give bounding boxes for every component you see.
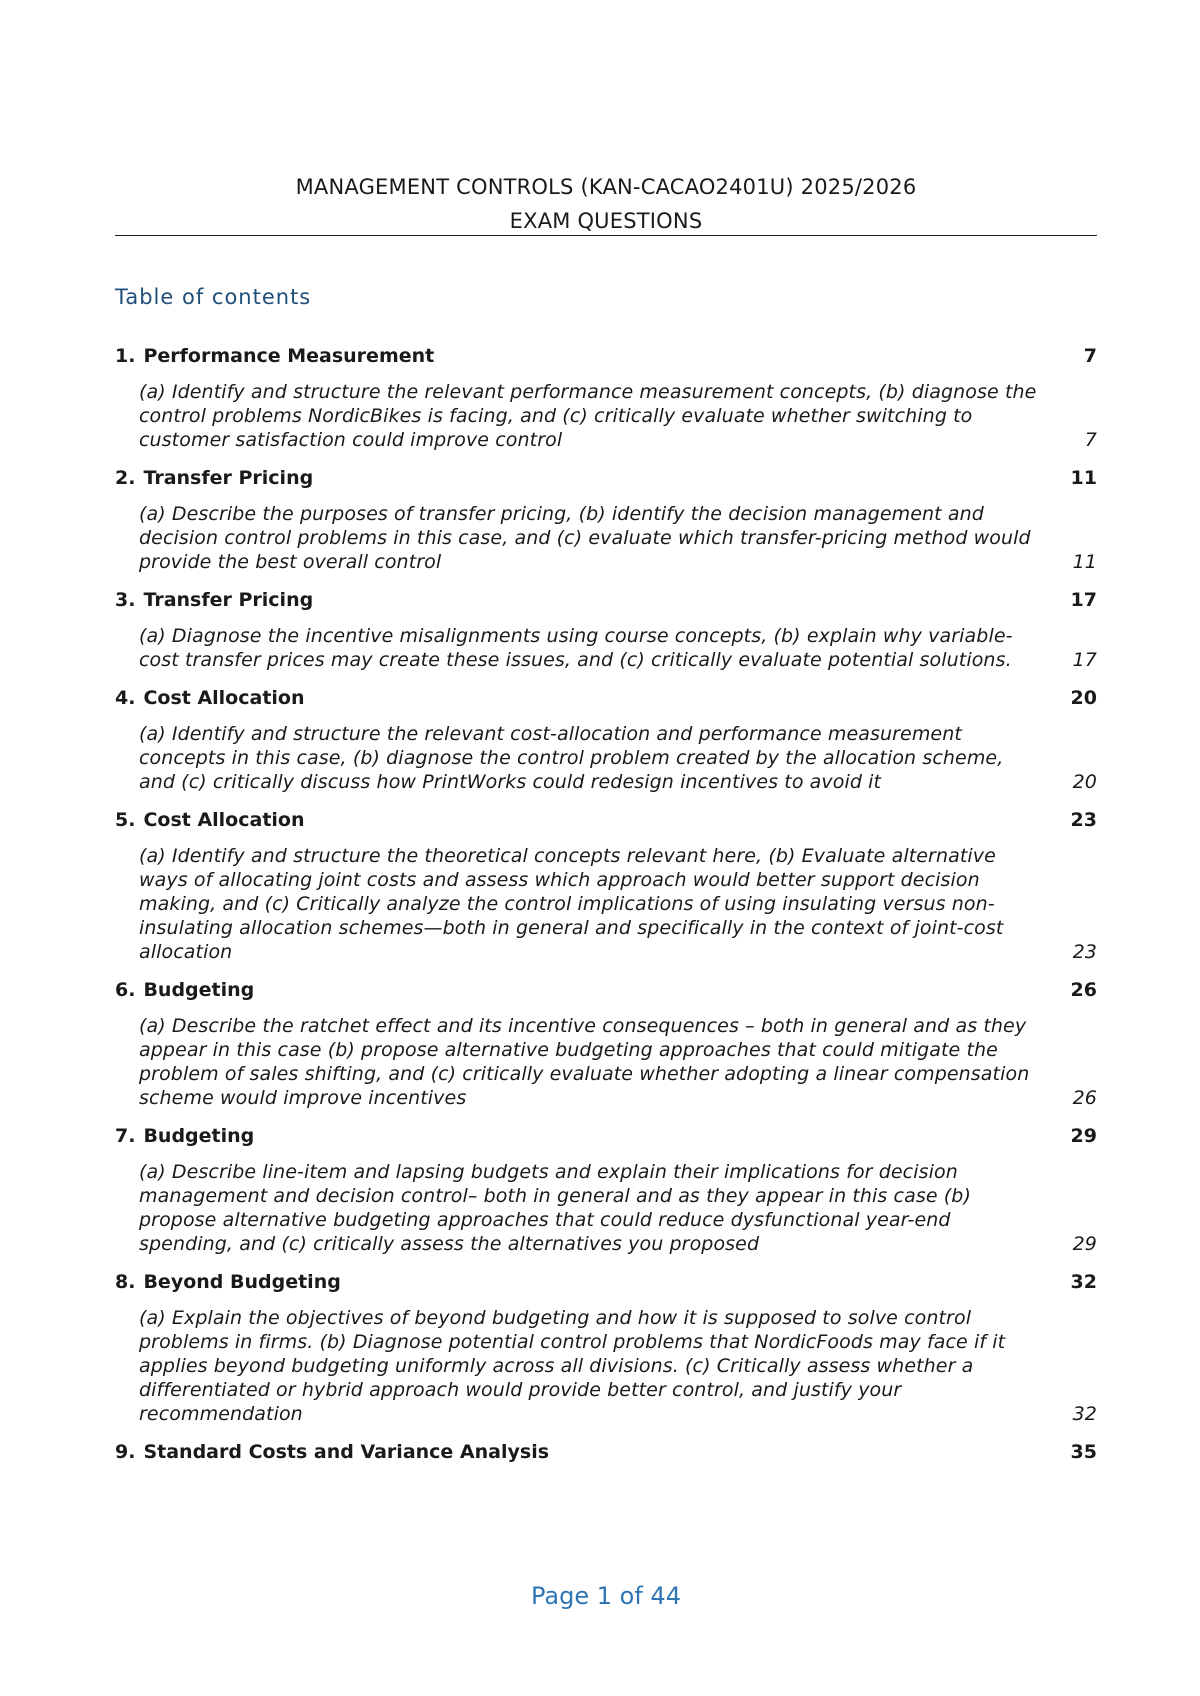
toc-subentry-tail: scheme would improve incentives xyxy=(139,1087,467,1109)
toc-subentry-last-line xyxy=(139,770,1097,794)
toc-subentry-line: differentiated or hybrid approach would provide better control, and justify your xyxy=(139,1379,902,1401)
toc-entry[interactable] xyxy=(115,589,1097,672)
document-header xyxy=(115,170,1097,238)
toc-subentry-line: insulating allocation schemes—both in general and specifically in the context of joint-cost xyxy=(139,917,1004,939)
toc-entry[interactable] xyxy=(115,1271,1097,1426)
toc-subentry[interactable] xyxy=(139,502,1097,574)
toc-subentry-tail: and (c) critically discuss how PrintWorks could redesign incentives to avoid it xyxy=(139,771,882,793)
toc-entry-heading[interactable] xyxy=(115,979,1097,1001)
toc-entry-heading[interactable] xyxy=(115,1441,1097,1463)
toc-entry-number: 7. xyxy=(115,1125,136,1147)
toc-entry-page: 23 xyxy=(1070,809,1097,831)
toc-entry-number: 2. xyxy=(115,467,136,489)
toc-subentry-line: concepts in this case, (b) diagnose the control problem created by the allocation scheme, xyxy=(139,747,1004,769)
toc-entry-page: 26 xyxy=(1070,979,1097,1001)
toc-entry-heading[interactable] xyxy=(115,345,1097,367)
toc-subentry-tail: recommendation xyxy=(139,1403,303,1425)
toc-entry[interactable] xyxy=(115,809,1097,964)
toc-subentry-tail: provide the best overall control xyxy=(139,551,442,573)
toc-entry-page: 17 xyxy=(1070,589,1097,611)
page-number: Page 1 of 44 xyxy=(531,1582,681,1610)
toc-subentry-line: (a) Diagnose the incentive misalignments using course concepts, (b) explain why variable- xyxy=(139,625,1013,647)
course-title: MANAGEMENT CONTROLS (KAN-CACAO2401U) 2025/2026 xyxy=(295,175,917,199)
toc-subentry-line: problems in firms. (b) Diagnose potential control problems that NordicFoods may face if it xyxy=(139,1331,1006,1353)
toc-subentry-line: propose alternative budgeting approaches that could reduce dysfunctional year-end xyxy=(139,1209,951,1231)
toc-subentry-line: control problems NordicBikes is facing, and (c) critically evaluate whether switching to xyxy=(139,405,973,427)
toc-subentry-page: 26 xyxy=(1072,1087,1097,1109)
toc-entry-heading[interactable] xyxy=(115,1271,1097,1293)
toc-entry-title: Beyond Budgeting xyxy=(143,1271,341,1293)
toc-entry-page: 32 xyxy=(1070,1271,1097,1293)
toc-entry-page: 20 xyxy=(1070,687,1097,709)
toc-subentry-tail: spending, and (c) critically assess the alternatives you proposed xyxy=(139,1233,760,1255)
toc-entry[interactable] xyxy=(115,1125,1097,1256)
toc-entry-page: 29 xyxy=(1070,1125,1097,1147)
toc-entry-heading[interactable] xyxy=(115,589,1097,611)
header-divider xyxy=(115,235,1097,236)
toc-entry-title: Budgeting xyxy=(143,1125,255,1147)
toc-subentry-line: problem of sales shifting, and (c) critically evaluate whether adopting a linear compensation xyxy=(139,1063,1030,1085)
toc-subentry[interactable] xyxy=(139,1014,1097,1110)
toc-entry-title: Performance Measurement xyxy=(143,345,435,367)
toc-subentry[interactable] xyxy=(139,624,1097,672)
toc-subentry[interactable] xyxy=(139,380,1097,452)
toc-entry-number: 6. xyxy=(115,979,136,1001)
toc-subentry-line: (a) Describe the purposes of transfer pricing, (b) identify the decision management and xyxy=(139,503,984,525)
toc-entry-title: Cost Allocation xyxy=(143,687,305,709)
toc-subentry-line: appear in this case (b) propose alternative budgeting approaches that could mitigate the xyxy=(139,1039,998,1061)
toc-subentry-line: management and decision control– both in general and as they appear in this case (b) xyxy=(139,1185,971,1207)
toc-entry-heading[interactable] xyxy=(115,809,1097,831)
toc-entry-heading[interactable] xyxy=(115,467,1097,489)
toc-subentry-line: (a) Describe line-item and lapsing budgets and explain their implications for decision xyxy=(139,1161,958,1183)
toc-entry[interactable] xyxy=(115,687,1097,794)
document-page xyxy=(115,0,1097,1696)
toc-subentry[interactable] xyxy=(139,1160,1097,1256)
toc-subentry-line: (a) Describe the ratchet effect and its incentive consequences – both in general and as they xyxy=(139,1015,1027,1037)
toc-subentry[interactable] xyxy=(139,844,1097,964)
toc-subentry-page: 20 xyxy=(1072,771,1097,793)
toc-subentry-last-line xyxy=(139,940,1097,964)
toc-subentry-tail: allocation xyxy=(139,941,233,963)
document-subtitle: EXAM QUESTIONS xyxy=(509,209,703,233)
toc-entry-page: 11 xyxy=(1070,467,1097,489)
toc-entry-number: 1. xyxy=(115,345,136,367)
toc-entry[interactable] xyxy=(115,979,1097,1110)
toc-entry[interactable] xyxy=(115,345,1097,452)
toc-entry-title: Budgeting xyxy=(143,979,255,1001)
toc-entry-number: 3. xyxy=(115,589,136,611)
toc-subentry-page: 29 xyxy=(1072,1233,1097,1255)
toc-entry-title: Cost Allocation xyxy=(143,809,305,831)
toc-entry-number: 9. xyxy=(115,1441,136,1463)
toc-entry-title: Transfer Pricing xyxy=(143,589,314,611)
toc-subentry-last-line xyxy=(139,1086,1097,1110)
toc-entry-title: Standard Costs and Variance Analysis xyxy=(143,1441,550,1463)
toc-subentry-line: applies beyond budgeting uniformly across all divisions. (c) Critically assess whether a xyxy=(139,1355,974,1377)
toc-subentry-tail: customer satisfaction could improve control xyxy=(139,429,563,451)
toc-subentry-last-line xyxy=(139,1232,1097,1256)
toc-subentry-line: making, and (c) Critically analyze the control implications of using insulating versus non- xyxy=(139,893,995,915)
toc-heading: Table of contents xyxy=(115,285,312,309)
toc-subentry-last-line xyxy=(139,1402,1097,1426)
toc-entry-title: Transfer Pricing xyxy=(143,467,314,489)
toc-subentry-line: (a) Identify and structure the relevant performance measurement concepts, (b) diagnose the xyxy=(139,381,1037,403)
toc-entry-heading[interactable] xyxy=(115,687,1097,709)
toc-subentry-last-line xyxy=(139,550,1097,574)
toc-entry-page: 7 xyxy=(1083,345,1097,367)
toc-subentry[interactable] xyxy=(139,722,1097,794)
toc-subentry-page: 17 xyxy=(1072,649,1097,671)
toc-entry[interactable] xyxy=(115,467,1097,574)
toc-entry-number: 5. xyxy=(115,809,136,831)
toc-subentry-last-line xyxy=(139,428,1097,452)
table-of-contents xyxy=(115,345,1097,1478)
toc-entry-page: 35 xyxy=(1070,1441,1097,1463)
toc-subentry-last-line xyxy=(139,648,1097,672)
toc-subentry-line: decision control problems in this case, and (c) evaluate which transfer-pricing method would xyxy=(139,527,1031,549)
toc-subentry[interactable] xyxy=(139,1306,1097,1426)
toc-subentry-page: 32 xyxy=(1072,1403,1097,1425)
toc-subentry-page: 7 xyxy=(1084,429,1097,451)
toc-subentry-page: 23 xyxy=(1072,941,1097,963)
toc-subentry-line: (a) Identify and structure the relevant cost-allocation and performance measurement xyxy=(139,723,962,745)
toc-entry-number: 4. xyxy=(115,687,136,709)
toc-subentry-line: (a) Identify and structure the theoretical concepts relevant here, (b) Evaluate alternative xyxy=(139,845,996,867)
toc-subentry-tail: cost transfer prices may create these issues, and (c) critically evaluate potential solutions. xyxy=(139,649,1012,671)
toc-subentry-page: 11 xyxy=(1072,551,1097,573)
toc-subentry-line: ways of allocating joint costs and assess which approach would better support decision xyxy=(139,869,980,891)
toc-entry-heading[interactable] xyxy=(115,1125,1097,1147)
toc-entry[interactable] xyxy=(115,1441,1097,1463)
toc-subentry-line: (a) Explain the objectives of beyond budgeting and how it is supposed to solve control xyxy=(139,1307,972,1329)
toc-entry-number: 8. xyxy=(115,1271,136,1293)
